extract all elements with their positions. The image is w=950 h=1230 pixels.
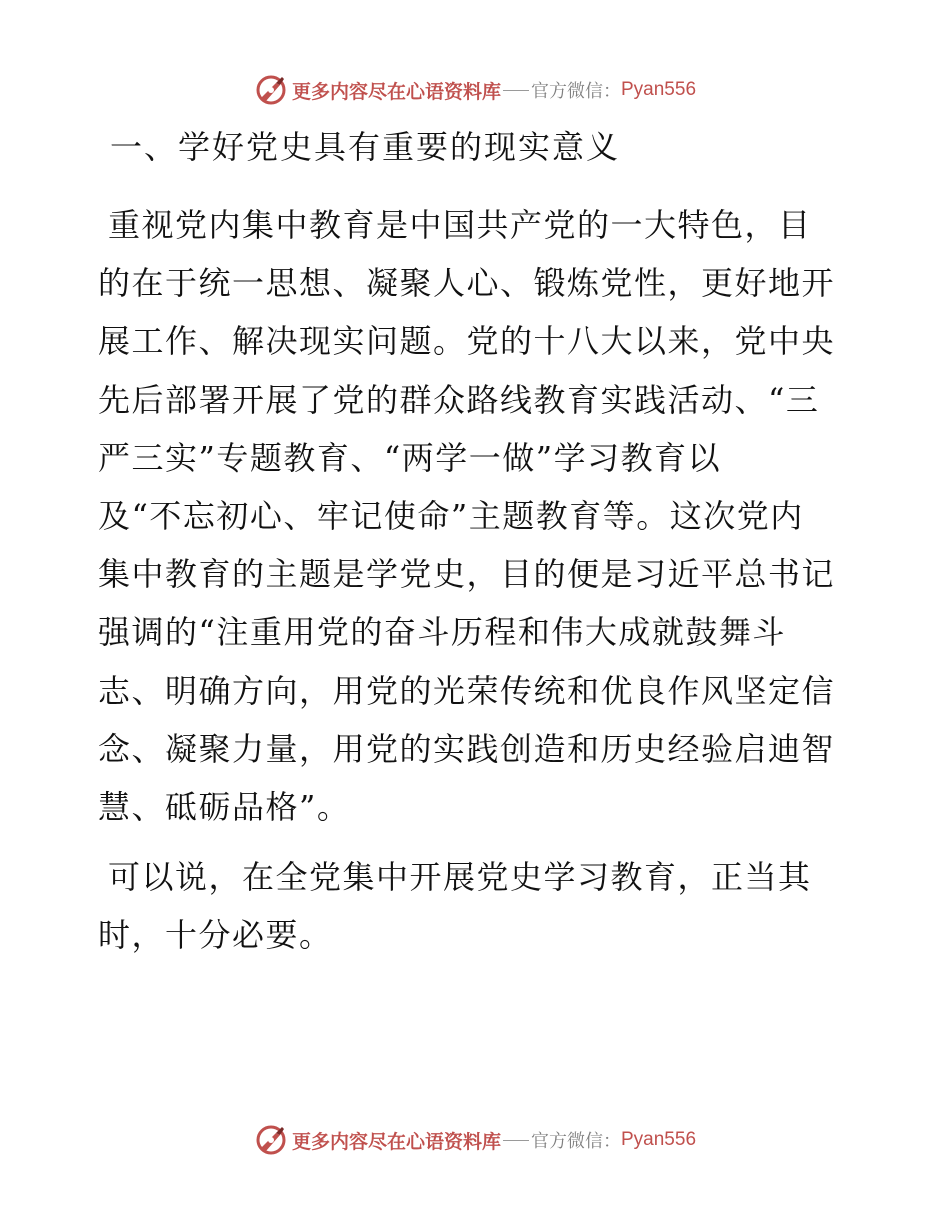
paragraph-line: 时，十分必要。 [98,916,333,955]
footer-watermark [0,1122,950,1158]
paragraph-line: 先后部署开展了党的群众路线教育实践活动、“三 [98,380,820,419]
watermark-dash [503,90,529,91]
paragraph-line: 念、凝聚力量，用党的实践创造和历史经验启迪智 [98,729,836,768]
paragraph-line: 的在于统一思想、凝聚人心、锻炼党性，更好地开 [98,264,836,303]
brand-logo-icon [254,1123,288,1157]
paragraph-line: 展工作、解决现实问题。党的十八大以来，党中央 [98,322,836,361]
watermark-dash [503,1140,529,1141]
watermark-wechat-id: Pyan556 [621,1129,697,1150]
paragraph-line: 可以说，在全党集中开展党史学习教育，正当其 [108,858,812,897]
watermark-site-name: 更多内容尽在心语资料库 [291,80,501,103]
paragraph-line: 集中教育的主题是学党史，目的便是习近平总书记 [98,555,836,594]
section-heading: 一、学好党史具有重要的现实意义 [110,128,621,166]
watermark-site-name: 更多内容尽在心语资料库 [291,1130,501,1153]
watermark-wechat-label: 官方微信： [531,1131,621,1152]
paragraph-line: 及“不忘初心、牢记使命”主题教育等。这次党内 [98,497,804,536]
watermark-wechat-id: Pyan556 [621,79,697,100]
paragraph-line: 严三实”专题教育、“两学一做”学习教育以 [98,438,722,477]
paragraph-1 [98,196,850,836]
paragraph-line: 慧、砥砺品格”。 [98,788,351,827]
header-watermark [0,72,950,108]
paragraph-line: 重视党内集中教育是中国共产党的一大特色，目 [108,206,812,244]
watermark-wechat-label: 官方微信： [531,81,621,102]
document-body [98,124,850,965]
brand-logo-icon [254,73,288,107]
paragraph-line: 志、明确方向，用党的光荣传统和优良作风坚定信 [98,671,836,710]
paragraph-line: 强调的“注重用党的奋斗历程和伟大成就鼓舞斗 [98,613,786,652]
paragraph-2 [98,848,850,964]
